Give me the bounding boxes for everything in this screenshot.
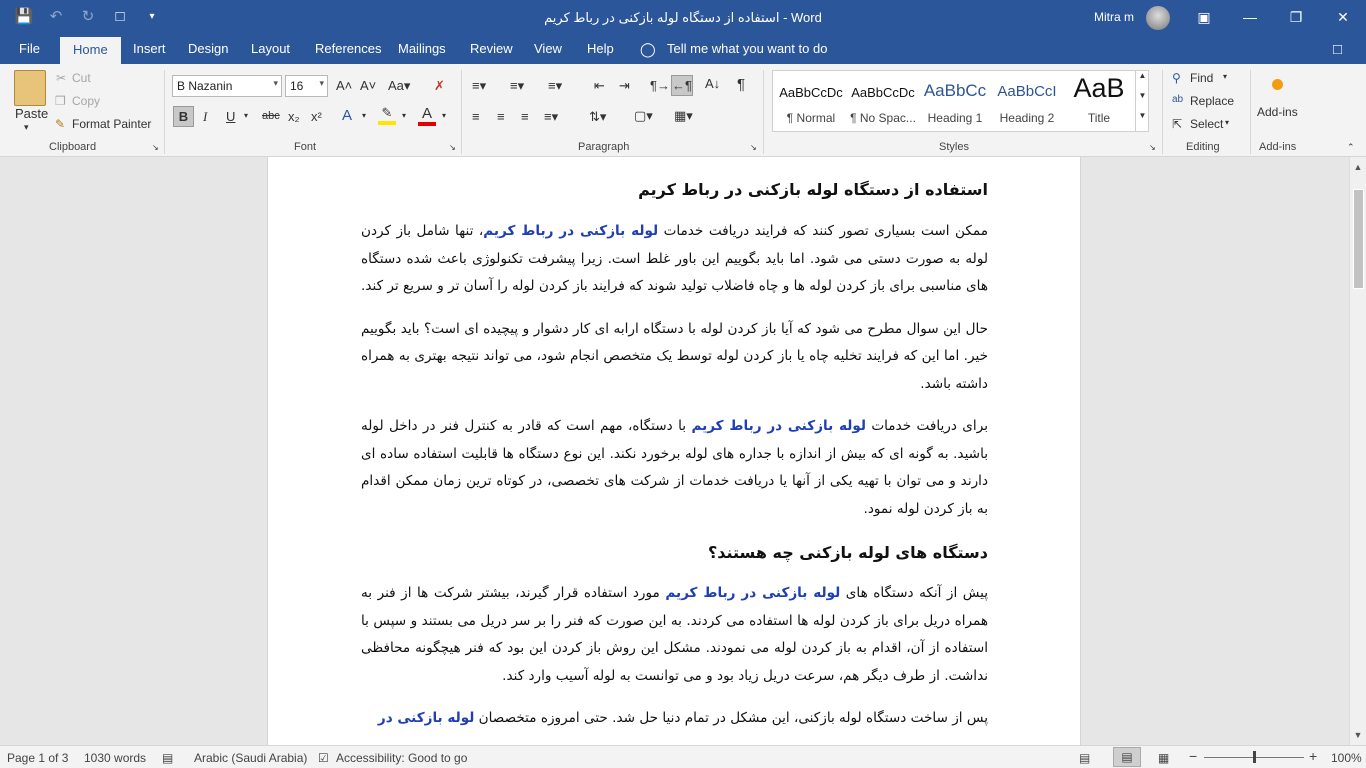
- chevron-down-icon: ▾: [319, 78, 324, 88]
- customize-qat-icon[interactable]: ▾: [149, 11, 155, 22]
- paragraph-text: مورد استفاده قرار گیرند، بیشتر شرکت ها از فنر به همراه دریل برای باز کردن لوله ها استفاده می کردند. به این صورت که فنر را بر سر دریل می بستند و سپس با استفاده از آن، اقدام به باز کردن لوله می نمودند. مشکل این روش باز کردن این بود که فنر هیچگونه محافظی نداشت. از طرف دیگر هم، سرعت دریل زیاد بود و می توانست به لوله آسیب وارد کند.: [361, 585, 988, 684]
- cut-button[interactable]: Cut: [72, 71, 91, 85]
- borders-icon[interactable]: ▦▾: [674, 108, 693, 123]
- style-name: ¶ No Spac...: [850, 111, 916, 125]
- decrease-indent-icon[interactable]: ⇤: [594, 78, 605, 93]
- tab-view[interactable]: View: [534, 41, 562, 56]
- paragraph-text: ، تنها شامل باز کردن لوله به صورت دستی می شود. اما باید بگوییم این باور غلط است. زیرا پیشرفت تکنولوژی باعث شده دستگاه های مناسبی برای باز کردن لوله ها و چاه فاضلاب تولید شوند که فرایند باز کردن لوله را آسان تر و سریع تر کند.: [361, 223, 988, 294]
- select-icon: ⇱: [1172, 117, 1183, 131]
- editing-group-label: Editing: [1186, 141, 1220, 153]
- style-heading-2[interactable]: [991, 71, 1063, 131]
- close-icon[interactable]: ✕: [1337, 9, 1349, 25]
- line-spacing-icon[interactable]: ⇅▾: [589, 109, 607, 124]
- paragraph-text: پیش از آنکه دستگاه های: [840, 585, 988, 601]
- format-painter-button[interactable]: Format Painter: [72, 117, 152, 131]
- change-case-icon[interactable]: Aa▾: [388, 78, 411, 93]
- paragraph-2: حال این سوال مطرح می شود که آیا باز کردن لوله با دستگاه ارابه ای کار دشوار و پیچیده ای است؟ باید بگوییم خیر. اما این که فرایند تخلیه چاه یا باز کردن لوله توسط یک متخصص انجام شود، می تواند نتیجه بهتری به همراه داشته باشد.: [361, 320, 988, 392]
- comments-icon[interactable]: □: [1333, 41, 1343, 58]
- bold-button[interactable]: B: [173, 106, 194, 127]
- paragraph-text: برای دریافت خدمات: [865, 418, 988, 434]
- ltr-direction-icon[interactable]: ¶→: [650, 78, 670, 93]
- restore-icon[interactable]: ❐: [1289, 9, 1303, 25]
- style-preview: AaBbCc: [923, 81, 987, 100]
- user-name[interactable]: Mitra m: [1094, 10, 1134, 24]
- find-dropdown-icon[interactable]: ▾: [1223, 72, 1228, 81]
- sort-icon[interactable]: A↓: [705, 76, 721, 91]
- font-size-value: 16: [290, 79, 304, 93]
- tab-references[interactable]: References: [315, 41, 382, 56]
- style-normal[interactable]: [775, 71, 847, 131]
- font-launcher-icon[interactable]: ↘: [449, 143, 456, 152]
- tab-mailings[interactable]: Mailings: [398, 41, 446, 56]
- vertical-scrollbar[interactable]: [1349, 157, 1366, 745]
- replace-button[interactable]: Replace: [1190, 94, 1235, 108]
- numbering-icon[interactable]: ≡▾: [510, 78, 525, 93]
- paragraph-5: [361, 705, 988, 733]
- paragraph-text: با دستگاه، مهم است که قادر به کنترل فنر در داخل لوله باشید. به گونه ای که بیش از اندازه با جداره های لوله برخورد نکند. این نوع دستگاه ها قابلیت استفاده ساده ای دارند و می توان با تهیه یکی از آنها یا دریافت خدمات از شرکت های تخصصی، در کوتاه ترین زمان ممکن اقدام به باز کردن لوله نمود.: [361, 418, 988, 517]
- divider: [1250, 70, 1251, 154]
- web-layout-icon[interactable]: ▦: [1158, 751, 1170, 765]
- font-size-select[interactable]: [285, 75, 328, 97]
- find-button[interactable]: Find: [1190, 71, 1214, 85]
- paragraph-text: پس از ساخت دستگاه لوله بازکنی، این مشکل در تمام دنیا حل شد. حتی امروزه متخصصان: [474, 710, 988, 726]
- style-title[interactable]: [1063, 71, 1135, 131]
- style-preview: AaBbCcDc: [779, 85, 843, 100]
- tab-layout[interactable]: Layout: [251, 41, 291, 56]
- font-name-select[interactable]: [172, 75, 282, 97]
- justify-icon[interactable]: ≡▾: [544, 109, 559, 124]
- font-color-icon[interactable]: A: [418, 105, 436, 126]
- ribbon-display-options-icon[interactable]: ▣: [1197, 9, 1211, 25]
- style-preview: AaBbCcDc: [851, 85, 915, 100]
- zoom-level[interactable]: 100%: [1331, 751, 1362, 765]
- word-count[interactable]: 1030 words: [84, 751, 147, 765]
- scroll-up-icon[interactable]: ▲: [1353, 162, 1363, 172]
- underline-dropdown-icon[interactable]: ▾: [244, 111, 249, 120]
- paste-dropdown-icon[interactable]: ▾: [24, 122, 29, 132]
- copy-icon: ❐: [55, 94, 66, 108]
- tell-me-search[interactable]: Tell me what you want to do: [667, 41, 828, 56]
- tab-home[interactable]: Home: [60, 37, 121, 64]
- scroll-thumb[interactable]: [1353, 189, 1364, 289]
- font-name-value: B Nazanin: [177, 79, 233, 93]
- title-bar: [0, 0, 1366, 35]
- addins-button[interactable]: Add-ins: [1257, 105, 1298, 119]
- strikethrough-button[interactable]: abc: [262, 110, 280, 122]
- zoom-in-button[interactable]: +: [1309, 748, 1318, 764]
- format-painter-icon: ✎: [55, 117, 66, 131]
- align-left-icon[interactable]: ≡: [472, 109, 480, 124]
- grow-font-icon[interactable]: A˄: [336, 78, 353, 93]
- divider: [164, 70, 165, 154]
- font-color-dropdown-icon[interactable]: ▾: [442, 111, 447, 120]
- section-heading: دستگاه های لوله بازکنی چه هستند؟: [707, 543, 988, 562]
- accessibility-icon: ☑: [318, 751, 329, 765]
- paste-icon[interactable]: [14, 70, 46, 106]
- redo-icon[interactable]: ↻: [81, 8, 95, 25]
- style-name: ¶ Normal: [786, 111, 836, 125]
- copy-button[interactable]: Copy: [72, 94, 101, 108]
- bullets-icon[interactable]: ≡▾: [472, 78, 487, 93]
- proofing-icon[interactable]: ▤: [162, 751, 174, 765]
- highlight-icon[interactable]: ✎: [378, 105, 396, 125]
- document-page[interactable]: [267, 157, 1081, 745]
- style-heading-1[interactable]: [919, 71, 991, 131]
- zoom-slider-thumb[interactable]: [1253, 751, 1256, 763]
- page-count[interactable]: Page 1 of 3: [7, 751, 69, 765]
- accessibility-status[interactable]: Accessibility: Good to go: [336, 751, 468, 765]
- chevron-down-icon: ▾: [273, 78, 278, 88]
- addins-group-label: Add-ins: [1259, 141, 1297, 153]
- styles-launcher-icon[interactable]: ↘: [1149, 143, 1156, 152]
- print-layout-icon[interactable]: ▤: [1113, 747, 1141, 767]
- text-effects-icon[interactable]: A: [342, 107, 353, 124]
- window-title: استفاده از دستگاه لوله بازکنی در رباط کریم - Word: [544, 10, 822, 25]
- divider: [461, 70, 462, 154]
- clipboard-launcher-icon[interactable]: ↘: [152, 143, 159, 152]
- shrink-font-icon[interactable]: A˅: [360, 78, 377, 93]
- divider: [763, 70, 764, 154]
- style-preview: AaBbCcI: [997, 83, 1057, 100]
- new-document-icon[interactable]: □: [115, 8, 125, 25]
- styles-gallery: [772, 70, 1149, 132]
- zoom-out-button[interactable]: −: [1189, 748, 1198, 764]
- tab-file[interactable]: File: [19, 41, 40, 56]
- document-title: استفاده از دستگاه لوله بازکنی در رباط کریم: [638, 180, 988, 199]
- underline-button[interactable]: U: [226, 109, 236, 124]
- paragraph-text: ممکن است بسیاری تصور کنند که فرایند دریافت خدمات: [658, 223, 988, 239]
- styles-more-icon[interactable]: ▼: [1135, 111, 1149, 131]
- style-name: Heading 1: [927, 111, 983, 125]
- paragraph-1: [361, 218, 988, 301]
- lightbulb-icon[interactable]: ◯: [640, 41, 656, 57]
- paragraph-4: [361, 580, 988, 690]
- font-group-label: Font: [294, 141, 317, 153]
- keyword-link: لوله بازکنی در رباط کریم: [691, 418, 866, 434]
- align-right-icon[interactable]: ≡: [521, 109, 529, 124]
- find-icon: ⚲: [1172, 71, 1181, 85]
- language-indicator[interactable]: Arabic (Saudi Arabia): [194, 751, 308, 765]
- tab-design[interactable]: Design: [188, 41, 229, 56]
- paste-button[interactable]: Paste: [15, 106, 49, 121]
- minimize-icon[interactable]: —: [1243, 9, 1257, 25]
- clear-formatting-icon[interactable]: ✗: [434, 78, 445, 93]
- tab-help[interactable]: Help: [587, 41, 614, 56]
- keyword-link: لوله بازکنی در رباط کریم: [665, 585, 841, 601]
- tab-review[interactable]: Review: [470, 41, 513, 56]
- styles-scroll-up-icon[interactable]: ▲: [1135, 71, 1149, 91]
- styles-scroll-down-icon[interactable]: ▼: [1135, 91, 1149, 111]
- ribbon-home: [0, 64, 1366, 157]
- paragraph-group-label: Paragraph: [578, 141, 630, 153]
- style-preview: AaB: [1073, 73, 1125, 103]
- style-name: Title: [1087, 111, 1111, 125]
- tab-insert[interactable]: Insert: [133, 41, 166, 56]
- replace-icon: ab: [1172, 94, 1184, 105]
- keyword-link: لوله بازکنی در: [377, 710, 475, 726]
- select-button[interactable]: Select: [1190, 117, 1224, 131]
- show-formatting-icon[interactable]: ¶: [737, 76, 746, 93]
- read-mode-icon[interactable]: ▤: [1079, 751, 1091, 765]
- style-name: Heading 2: [999, 111, 1055, 125]
- clipboard-group-label: Clipboard: [49, 141, 97, 153]
- status-bar: [0, 745, 1366, 768]
- subscript-button[interactable]: x₂: [288, 109, 300, 124]
- italic-button[interactable]: I: [203, 109, 208, 124]
- highlight-dropdown-icon[interactable]: ▾: [402, 111, 407, 120]
- document-body[interactable]: [361, 175, 988, 745]
- keyword-link: لوله بازکنی در رباط کریم: [483, 223, 659, 239]
- cut-icon: ✂: [56, 71, 67, 85]
- collapse-ribbon-icon[interactable]: ⌃: [1347, 142, 1355, 152]
- addins-icon[interactable]: [1272, 79, 1283, 90]
- avatar[interactable]: [1146, 6, 1170, 30]
- styles-group-label: Styles: [939, 141, 969, 153]
- superscript-button[interactable]: x²: [311, 109, 322, 124]
- paragraph-3: [361, 413, 988, 523]
- divider: [1162, 70, 1163, 154]
- increase-indent-icon[interactable]: ⇥: [619, 78, 630, 93]
- style-no-spacing[interactable]: [847, 71, 919, 131]
- save-icon[interactable]: 💾: [14, 8, 34, 25]
- ribbon-tabs: [0, 35, 1366, 64]
- scroll-down-icon[interactable]: ▼: [1353, 730, 1363, 740]
- paragraph-launcher-icon[interactable]: ↘: [750, 143, 757, 152]
- select-dropdown-icon[interactable]: ▾: [1225, 118, 1230, 127]
- document-canvas: [0, 157, 1349, 745]
- rtl-direction-icon[interactable]: ←¶: [671, 75, 693, 96]
- multilevel-list-icon[interactable]: ≡▾: [548, 78, 563, 93]
- shading-icon[interactable]: ▢▾: [634, 108, 653, 123]
- align-center-icon[interactable]: ≡: [497, 109, 505, 124]
- undo-icon[interactable]: ↶: [49, 8, 63, 25]
- text-effects-dropdown-icon[interactable]: ▾: [362, 111, 367, 120]
